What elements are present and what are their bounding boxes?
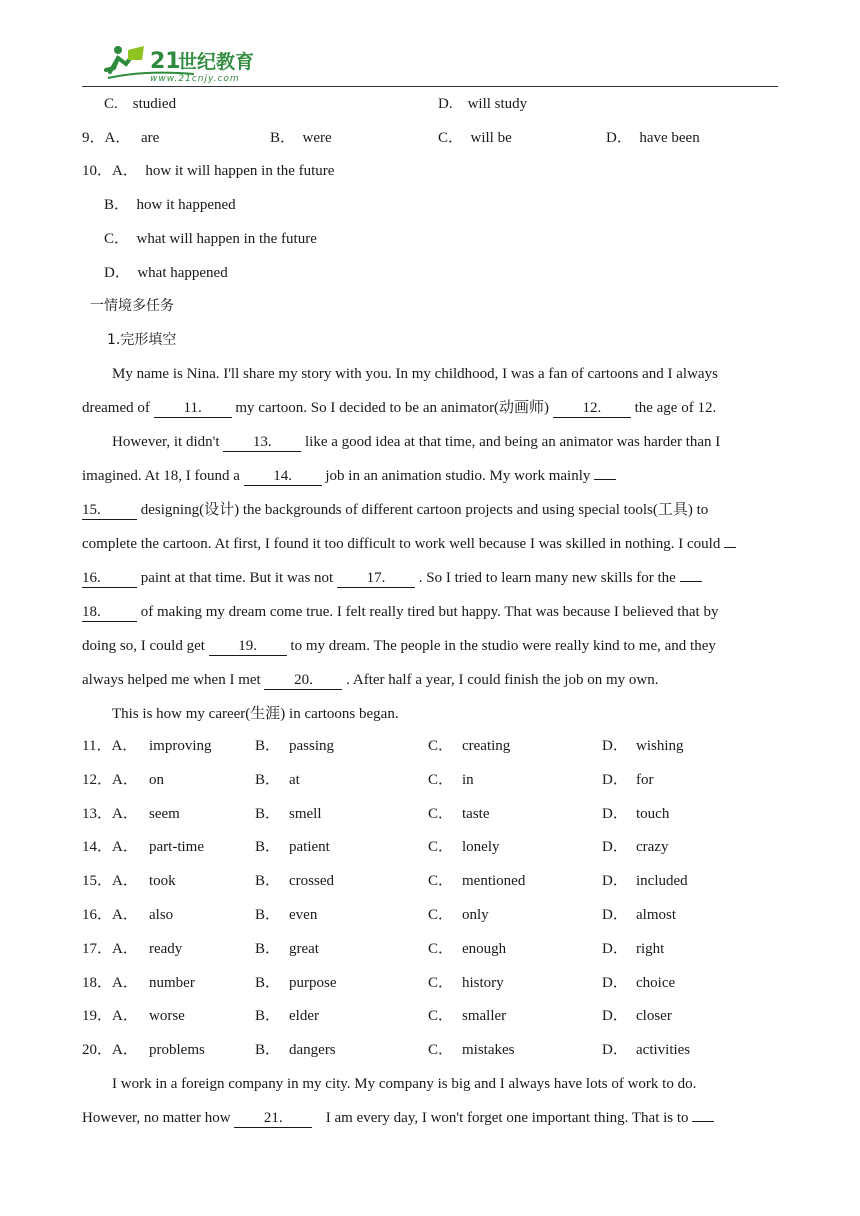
option-b[interactable]: great (289, 940, 319, 957)
option-letter-c: C． (428, 771, 454, 788)
option-c[interactable]: mentioned (462, 873, 526, 890)
passage2-line-2 (82, 1108, 714, 1128)
blank-17[interactable]: 17. (337, 570, 415, 588)
passage-line-11: This is how my career(生涯) in cartoons began. (112, 706, 399, 722)
option-letter-b: B． (255, 1008, 281, 1025)
passage-line-4 (82, 466, 616, 486)
option-d[interactable]: wishing (636, 738, 684, 754)
passage-text: complete the cartoon. At first, I found it too difficult to work well because I was skilled in nothing. I could (82, 536, 721, 552)
svg-text:21: 21 (150, 49, 181, 74)
question-number: 11．A． (82, 738, 138, 754)
option-letter-b: B． (255, 839, 281, 856)
option-letter-b: B． (255, 1042, 281, 1059)
option-a[interactable]: ready (149, 940, 183, 957)
option-letter-c: C． (428, 907, 454, 923)
q9-option-d: D． have been (606, 130, 700, 146)
option-c[interactable]: taste (462, 805, 490, 822)
option-c[interactable]: enough (462, 940, 507, 957)
passage-line-3 (112, 432, 720, 452)
blank-14[interactable]: 14. (244, 468, 322, 486)
passage2-line-1: I work in a foreign company in my city. My company is big and I always have lots of work to do. (112, 1076, 697, 1092)
option-a[interactable]: part-time (149, 839, 204, 856)
option-letter-b: B． (255, 974, 281, 991)
option-d[interactable]: right (636, 940, 665, 957)
q9-option-b: B． were (270, 130, 332, 146)
option-d[interactable]: touch (636, 805, 670, 822)
question-number: 17．A． (82, 940, 138, 957)
passage-text: imagined. At 18, I found a (82, 468, 240, 484)
option-a[interactable]: worse (149, 1008, 185, 1025)
option-d[interactable]: for (636, 771, 654, 788)
blank-line-stub (724, 547, 736, 548)
option-letter-c: C． (428, 940, 454, 957)
option-c[interactable]: smaller (462, 1008, 507, 1025)
passage-line-7 (82, 568, 702, 588)
q8-option-c: C. studied (104, 96, 177, 112)
question-number: 16．A． (82, 907, 138, 923)
q10-option-b: B． how it happened (104, 197, 236, 213)
passage-line-10 (82, 670, 658, 690)
svg-text:世纪教育: 世纪教育 (178, 51, 255, 73)
passage-text: like a good idea at that time, and being an animator was harder than I (305, 434, 721, 450)
option-letter-d: D． (602, 1042, 628, 1059)
passage-text: designing(设计) the backgrounds of different cartoon projects and using special tools(工具) to (140, 502, 709, 518)
option-letter-c: C． (428, 1008, 454, 1025)
question-number: 14．A． (82, 839, 138, 856)
option-d[interactable]: choice (636, 974, 676, 991)
svg-text:www.21cnjy.com: www.21cnjy.com (150, 74, 240, 84)
blank-21[interactable]: 21. (234, 1110, 312, 1128)
passage-text: to my dream. The people in the studio were really kind to me, and they (290, 638, 716, 654)
option-c[interactable]: history (462, 974, 504, 991)
option-a[interactable]: also (149, 907, 174, 923)
option-a[interactable]: took (149, 873, 176, 890)
question-number: 13．A． (82, 805, 138, 822)
passage-text: I am every day, I won't forget one important thing. That is to (325, 1110, 689, 1126)
passage-text: the age of 12. (634, 400, 717, 416)
passage-text: However, it didn't (112, 434, 220, 450)
option-letter-d: D． (602, 738, 628, 754)
blank-13[interactable]: 13. (223, 434, 301, 452)
option-d[interactable]: activities (636, 1042, 691, 1059)
q10-option-d: D． what happened (104, 265, 228, 281)
q9-option-a: are (141, 130, 160, 146)
option-c[interactable]: in (462, 771, 474, 788)
option-b[interactable]: passing (289, 738, 334, 754)
option-letter-b: B． (255, 940, 281, 957)
question-number: 19．A． (82, 1008, 138, 1025)
option-d[interactable]: closer (636, 1008, 672, 1025)
option-b[interactable]: even (289, 907, 318, 923)
option-a[interactable]: improving (149, 738, 212, 754)
blank-line-stub (594, 479, 616, 480)
option-letter-d: D． (602, 1008, 628, 1025)
option-letter-b: B． (255, 907, 281, 923)
question-number: 15．A． (82, 873, 138, 890)
q9-option-c: C． will be (438, 130, 512, 146)
option-b[interactable]: smell (289, 805, 322, 822)
option-c[interactable]: only (462, 907, 489, 923)
passage-text: my cartoon. So I decided to be an animator(动画师) (235, 400, 550, 416)
option-a[interactable]: seem (149, 805, 180, 822)
option-c[interactable]: lonely (462, 839, 500, 856)
passage-text: doing so, I could get (82, 638, 205, 654)
option-letter-c: C． (428, 805, 454, 822)
passage-line-8 (82, 602, 718, 622)
passage-line-9 (82, 636, 716, 656)
question-number: 18．A． (82, 974, 138, 991)
question-number: 12．A． (82, 771, 138, 788)
option-d[interactable]: crazy (636, 839, 669, 856)
option-a[interactable]: on (149, 771, 164, 788)
option-a[interactable]: problems (149, 1042, 205, 1059)
option-letter-d: D． (602, 940, 628, 957)
option-letter-d: D． (602, 873, 628, 890)
option-c[interactable]: creating (462, 738, 511, 754)
blank-line-stub (692, 1121, 714, 1122)
passage-text: . So I tried to learn many new skills for the (418, 570, 676, 586)
option-letter-b: B． (255, 805, 281, 822)
passage-line-6 (82, 534, 736, 554)
option-b[interactable]: dangers (289, 1042, 336, 1059)
page-header (82, 40, 778, 87)
option-letter-d: D． (602, 839, 628, 856)
option-letter-d: D． (602, 974, 628, 991)
option-b[interactable]: elder (289, 1008, 319, 1025)
passage-text: . After half a year, I could finish the job on my own. (346, 672, 659, 688)
blank-19[interactable]: 19. (209, 638, 287, 656)
option-letter-b: B． (255, 873, 281, 890)
passage-text: paint at that time. But it was not (140, 570, 334, 586)
option-b[interactable]: purpose (289, 974, 337, 991)
brand-logo (104, 42, 284, 84)
blank-20[interactable]: 20. (264, 672, 342, 690)
blank-18[interactable]: 18. (82, 604, 137, 622)
option-letter-c: C． (428, 974, 454, 991)
passage-line-5 (82, 500, 708, 520)
question-number: 20．A． (82, 1042, 138, 1059)
option-letter-d: D． (602, 805, 628, 822)
option-b[interactable]: crossed (289, 873, 334, 890)
blank-15[interactable]: 15. (82, 502, 137, 520)
passage-line-1: My name is Nina. I'll share my story with you. In my childhood, I was a fan of cartoons and I always (112, 366, 718, 382)
option-c[interactable]: mistakes (462, 1042, 515, 1059)
passage-text: of making my dream come true. I felt really tired but happy. That was because I believed that by (140, 604, 719, 620)
passage-line-2 (82, 398, 716, 418)
option-letter-c: C． (428, 1042, 454, 1059)
q8-option-d: D. will study (438, 96, 528, 112)
blank-12[interactable]: 12. (553, 400, 631, 418)
option-d[interactable]: almost (636, 907, 676, 923)
option-letter-c: C． (428, 839, 454, 856)
option-letter-b: B． (255, 771, 281, 788)
blank-16[interactable]: 16. (82, 570, 137, 588)
q9-number: 9．A． (82, 130, 131, 146)
section-subtitle: 1.完形填空 (107, 332, 177, 348)
option-b[interactable]: patient (289, 839, 330, 856)
option-letter-b: B． (255, 738, 281, 754)
passage-text: always helped me when I met (82, 672, 261, 688)
blank-line-stub (680, 581, 702, 582)
option-letter-d: D． (602, 771, 628, 788)
passage-text: dreamed of (82, 400, 150, 416)
option-letter-c: C． (428, 738, 454, 754)
option-d[interactable]: included (636, 873, 688, 890)
q10-option-c: C． what will happen in the future (104, 231, 317, 247)
option-letter-d: D． (602, 907, 628, 923)
option-b[interactable]: at (289, 771, 300, 788)
blank-11[interactable]: 11. (154, 400, 232, 418)
q10-option-a: 10．A． how it will happen in the future (82, 163, 335, 179)
option-letter-c: C． (428, 873, 454, 890)
section-title: 一情境多任务 (90, 298, 174, 314)
passage-text: However, no matter how (82, 1110, 231, 1126)
passage-text: job in an animation studio. My work mainly (325, 468, 591, 484)
option-a[interactable]: number (149, 974, 195, 991)
